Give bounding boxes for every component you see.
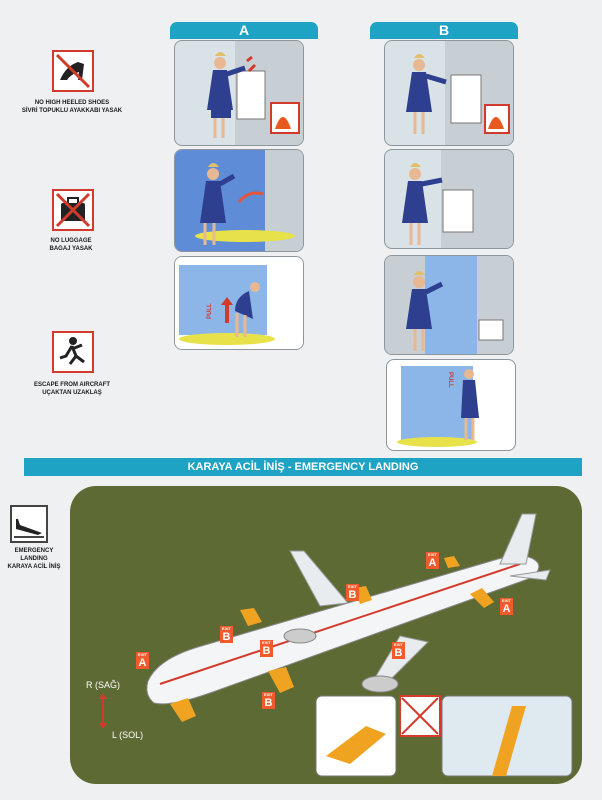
door-b-step-4 [386,359,516,451]
luggage-icon [52,189,94,231]
pull-label-b: PULL [447,372,453,388]
door-a-step-1 [174,40,304,146]
exit-a-front-left: EXIT A [136,652,149,669]
exit-b-mid-right: EXIT B [392,642,405,659]
exit-a-rear-left: EXIT A [426,552,439,569]
exit-b-front-left: EXIT B [220,626,233,643]
pull-label-a: PULL [207,303,213,319]
door-b-step-2 [384,149,514,249]
door-b-step-1 [384,40,514,146]
exit-a-rear-right: EXIT A [500,598,513,615]
high-heel-shoe-icon [52,50,94,92]
restriction-escape-caption: ESCAPE FROM AIRCRAFT UÇAKTAN UZAKLAŞ [33,382,111,396]
door-b-tab: B [370,22,518,39]
exit-b-front-right: EXIT B [262,692,275,709]
aircraft-evacuation-diagram [70,486,582,784]
left-side-label: L (SOL) [112,730,144,740]
landing-plane-icon [10,505,48,543]
door-a-tab: A [170,22,318,39]
door-a-step-3 [174,256,304,350]
emergency-landing-caption: EMERGENCY LANDING KARAYA ACİL İNİŞ [7,548,61,570]
restriction-luggage-caption: NO LUGGAGE BAGAJ YASAK [49,238,93,252]
emergency-landing-banner: KARAYA ACİL İNİŞ - EMERGENCY LANDING [24,458,582,476]
door-a-step-2 [174,149,304,252]
door-b-step-3 [384,255,514,355]
exit-b-front-left-2: EXIT B [260,640,273,657]
exit-b-mid-left: EXIT B [346,584,359,601]
right-side-label: R (SAĞ) [86,680,121,690]
restriction-shoes-caption: NO HIGH HEELED SHOES SİVRİ TOPUKLU AYAKKABI YASAK [21,100,123,114]
running-person-icon [52,331,94,373]
